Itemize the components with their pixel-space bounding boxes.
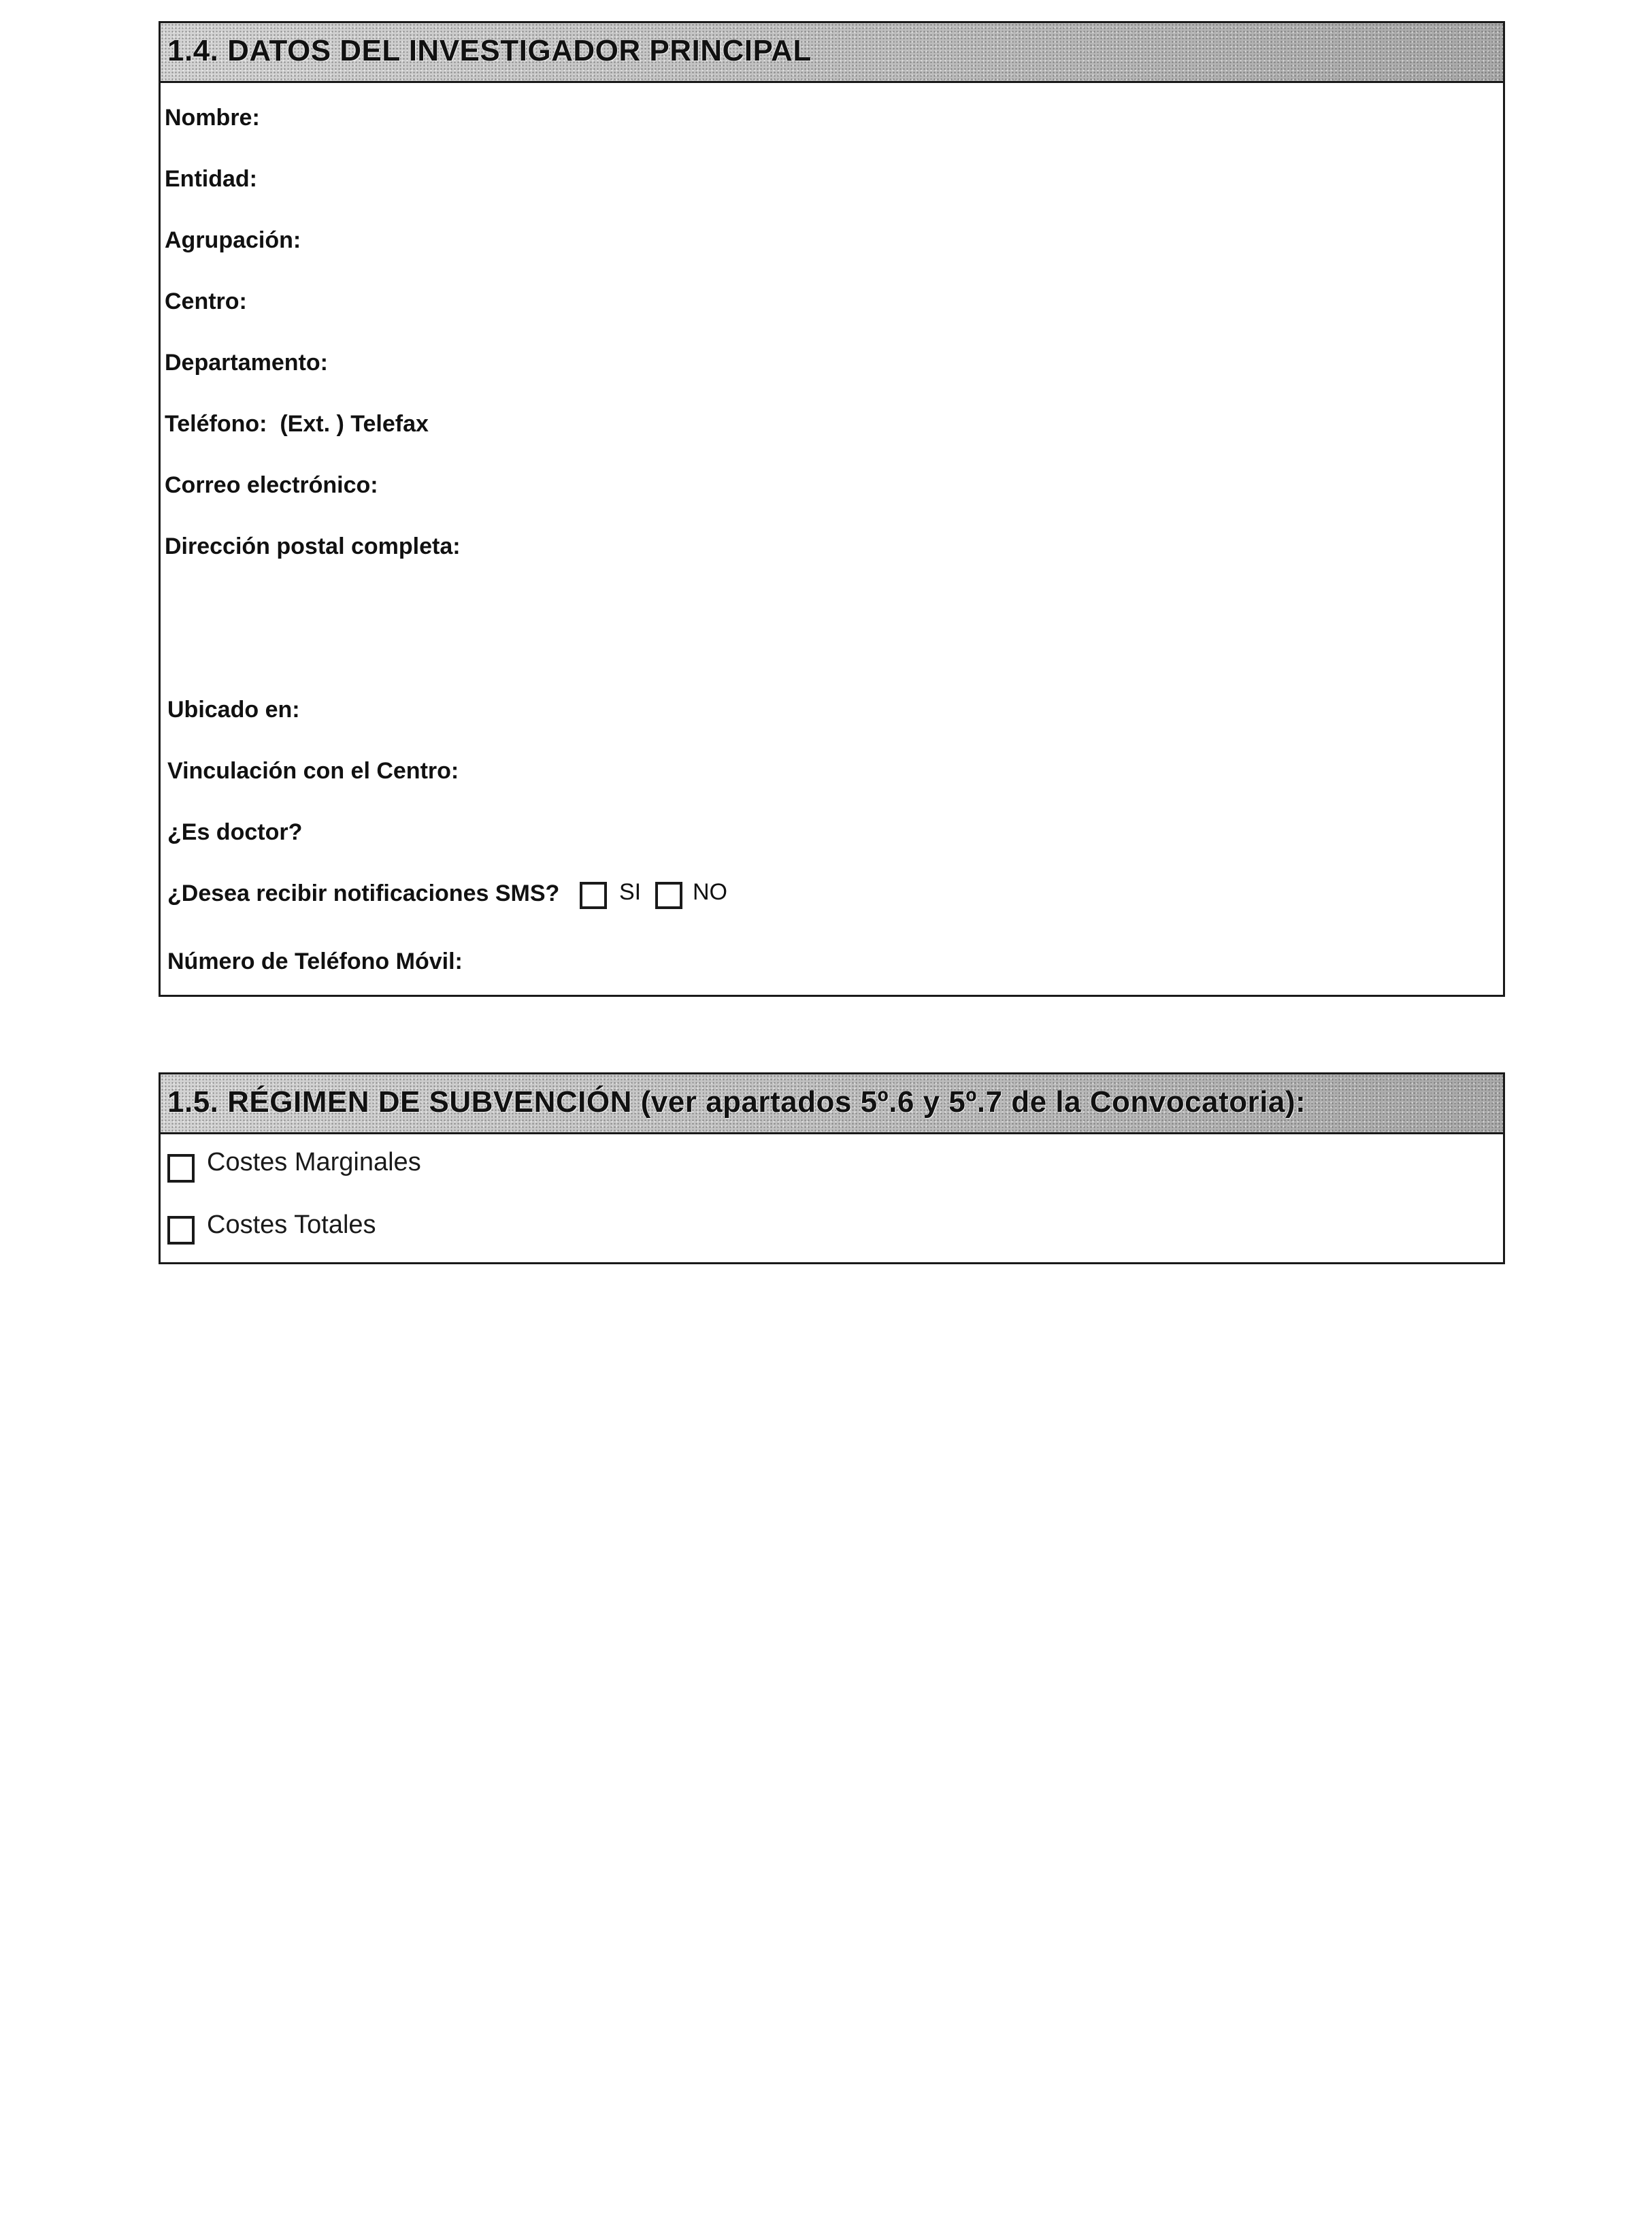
- costes-totales-label: Costes Totales: [207, 1210, 376, 1239]
- departamento-label: Departamento:: [165, 350, 328, 376]
- telefono-label: Teléfono: (Ext. ) Telefax: [165, 411, 429, 437]
- section-investigador-principal: [159, 21, 1505, 997]
- section-header: [161, 23, 1503, 83]
- agrupacion-label: Agrupación:: [165, 227, 301, 253]
- vinculacion-label: Vinculación con el Centro:: [167, 758, 459, 784]
- ubicado-label: Ubicado en:: [167, 697, 300, 723]
- sms-no-checkbox[interactable]: [655, 882, 682, 909]
- direccion-label: Dirección postal completa:: [165, 533, 461, 559]
- costes-marginales-checkbox[interactable]: [167, 1154, 195, 1183]
- sms-si-label: SI: [619, 879, 642, 905]
- nombre-label: Nombre:: [165, 105, 260, 131]
- costes-totales-checkbox[interactable]: [167, 1216, 195, 1245]
- centro-label: Centro:: [165, 289, 247, 314]
- correo-label: Correo electrónico:: [165, 472, 378, 498]
- costes-marginales-label: Costes Marginales: [207, 1148, 421, 1176]
- section-regimen-subvencion: [159, 1072, 1505, 1264]
- entidad-label: Entidad:: [165, 166, 257, 192]
- movil-label: Número de Teléfono Móvil:: [167, 949, 463, 974]
- sms-si-checkbox[interactable]: [580, 882, 607, 909]
- doctor-label: ¿Es doctor?: [167, 819, 303, 845]
- section-title: 1.5. RÉGIMEN DE SUBVENCIÓN (ver apartados 5º.6 y 5º.7 de la Convocatoria):: [167, 1085, 1306, 1119]
- sms-question-label: ¿Desea recibir notificaciones SMS?: [167, 880, 560, 906]
- sms-no-label: NO: [693, 879, 727, 905]
- section-header: [161, 1074, 1503, 1134]
- section-title: 1.4. DATOS DEL INVESTIGADOR PRINCIPAL: [167, 34, 812, 67]
